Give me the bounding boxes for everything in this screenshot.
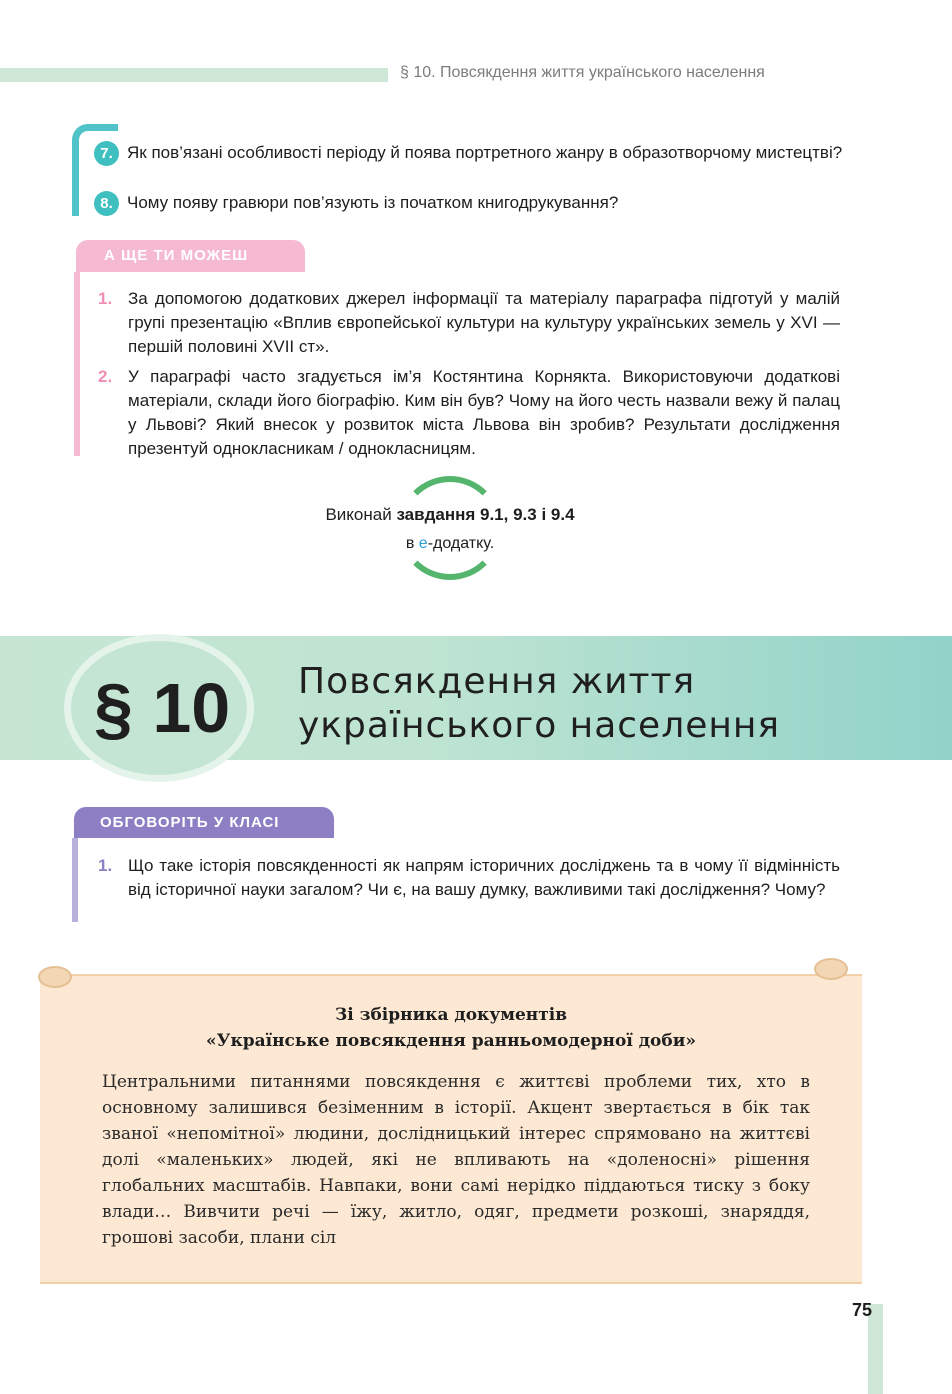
- extra-task-number: 1.: [98, 289, 113, 308]
- question-number-badge: 7.: [94, 141, 119, 166]
- extra-tasks-tab: [76, 240, 305, 272]
- discuss-tab: [74, 807, 334, 838]
- discuss-side-line: [72, 838, 78, 922]
- question-item: [94, 191, 854, 214]
- discuss-text: Що таке історія повсякденності як напрям історичних досліджень та в чому її відмінність від історичної науки загалом? Чи є, на вашу думку, важливими такі дослідження? Чому?: [128, 856, 840, 899]
- section-number: § 10: [94, 669, 231, 747]
- e-task-in: в: [405, 535, 419, 552]
- question-text: Чому появу гравюри пов’язують із початком книгодрукування?: [127, 193, 619, 212]
- document-heading-line1: Зі збірника документів: [334, 1005, 568, 1025]
- section-title: [298, 660, 780, 748]
- section-title-line1: Повсякдення життя: [298, 661, 696, 702]
- extra-task-item: [98, 365, 840, 461]
- scroll-roll-right: [814, 958, 848, 980]
- e-task-circle: [398, 476, 502, 580]
- scroll-roll-left: [38, 966, 72, 988]
- e-task-line2[interactable]: [240, 535, 660, 553]
- e-letter: е: [418, 535, 428, 552]
- e-task-numbers: завдання 9.1, 9.3 і 9.4: [396, 505, 575, 524]
- document-heading: [40, 1002, 862, 1054]
- question-text: Як пов’язані особливості періоду й поява портретного жанру в образотворчому мистецтві?: [127, 143, 843, 162]
- page-number: 75: [852, 1300, 873, 1320]
- extra-tasks-title: А ЩЕ ТИ МОЖЕШ: [104, 247, 249, 264]
- discuss-number: 1.: [98, 856, 113, 875]
- e-task-line1: [240, 505, 660, 525]
- e-task-prefix: Виконай: [325, 505, 397, 524]
- document-heading-line2: «Українське повсякдення ранньомодерної доби»: [206, 1031, 696, 1051]
- header-accent-bar: [0, 68, 388, 82]
- extra-task-text: У параграфі часто згадується ім’я Костянтина Корнякта. Використовуючи додаткові матеріали, склади його біографію. Ким він був? Чому на його честь назвали вежу й палац у Львові? Який внесок у розвиток міста Львова він зробив? Результати дослідження презентуй однокласникам / однокласницям.: [128, 367, 840, 458]
- running-header: § 10. Повсякдення життя українського населення: [400, 64, 765, 81]
- extra-tasks-side-line: [74, 272, 80, 456]
- question-item: [94, 141, 854, 164]
- section-title-line2: українського населення: [298, 705, 781, 746]
- discuss-item: [98, 854, 840, 902]
- extra-task-item: [98, 287, 840, 359]
- extra-task-text: За допомогою додаткових джерел інформації та матеріалу параграфа підготуй у малій групі презентацію «Вплив європейської культури на культуру українських земель у XVI — першій половині XVII ст».: [128, 289, 840, 356]
- e-task-addon: -додатку.: [427, 535, 495, 552]
- extra-task-number: 2.: [98, 367, 113, 386]
- question-number-badge: 8.: [94, 191, 119, 216]
- discuss-title: ОБГОВОРІТЬ У КЛАСІ: [100, 814, 280, 831]
- document-body: Центральними питаннями повсякдення є життєві проблеми тих, хто в основному залишився безіменним в історії. Акцент звертається в бік так званої «непомітної» людини, дослідницький інтерес спрямовано на життєві долі «маленьких» людей, які не впливають на «доленосні» рішення глобальних масштабів. Навпаки, вони самі нерідко піддаються тиску з боку влади… Вивчити речі — їжу, житло, одяг, предмети розкоші, знаряддя, грошові засоби, плани сіл: [102, 1072, 810, 1248]
